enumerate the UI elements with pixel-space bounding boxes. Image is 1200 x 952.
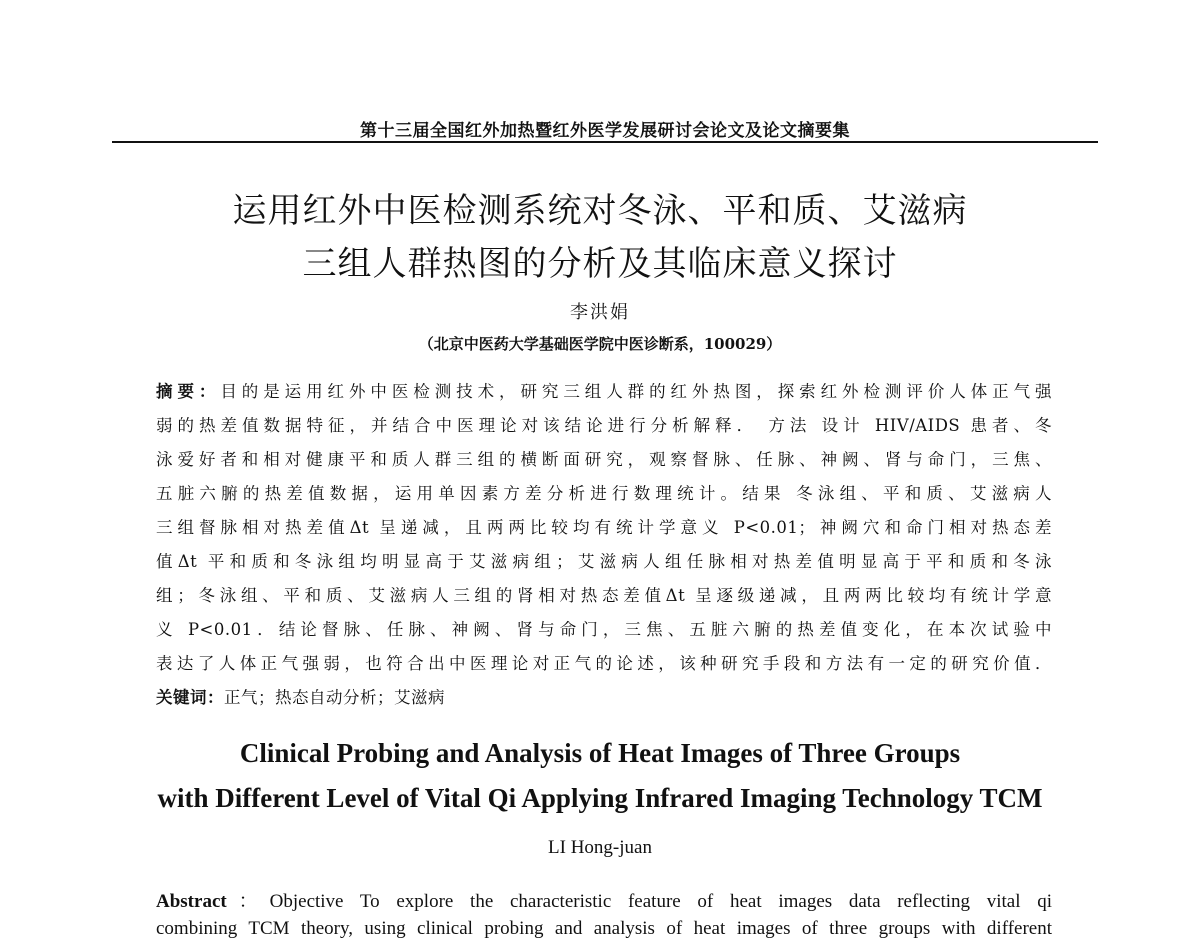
abstract-cn-line: 表达了人体正气强弱，也符合出中医理论对正气的论述，该种研究手段和方法有一定的研究价值．: [156, 654, 1052, 673]
abstract-en-line: combining TCM theory, using clinical probing and analysis of heat images of three groups with different: [156, 918, 1052, 939]
keywords-cn-label: 关键词：: [156, 688, 224, 707]
title-cn-line-2: 三组人群热图的分析及其临床意义探讨: [302, 244, 898, 284]
abstract-cn-line: 五脏六腑的热差值数据，运用单因素方差分析进行数理统计。结果 冬泳组、平和质、艾滋病人: [156, 484, 1052, 503]
affiliation-cn: （北京中医药大学基础医学院中医诊断系，100029）: [418, 335, 782, 353]
abstract-cn-line: 组；冬泳组、平和质、艾滋病人三组的肾相对热态差值Δt 呈逐级递减，且两两比较均有统计学意: [156, 586, 1052, 605]
running-header: 第十三届全国红外加热暨红外医学发展研讨会论文及论文摘要集: [360, 121, 850, 141]
abstract-cn-text: 目的是运用红外中医检测技术，研究三组人群的红外热图，探索红外检测评价人体正气强: [220, 382, 1053, 401]
title-en-line-2: with Different Level of Vital Qi Applying Infrared Imaging Technology TCM: [157, 783, 1043, 813]
abstract-cn-line: 泳爱好者和相对健康平和质人群三组的横断面研究，观察督脉、任脉、神阙、肾与命门，三焦、: [156, 450, 1052, 469]
author-cn: 李洪娟: [570, 302, 630, 323]
title-en-line-1: Clinical Probing and Analysis of Heat Images of Three Groups: [239, 738, 961, 768]
abstract-cn-line: 弱的热差值数据特征，并结合中医理论对该结论进行分析解释． 方法 设计 HIV/AIDS 患者、冬: [156, 416, 1052, 435]
abstract-en-line: [156, 886, 1052, 913]
abstract-cn-line: [156, 378, 1052, 402]
abstract-en-text: ：Objective To explore the characteristic feature of heat images data reflecting vital qi: [226, 891, 1052, 912]
keywords-cn-text: 正气；热态自动分析；艾滋病: [224, 688, 445, 707]
abstract-cn-line: 义 P<0.01．结论督脉、任脉、神阙、肾与命门，三焦、五脏六腑的热差值变化，在本次试验中: [156, 620, 1052, 639]
abstract-cn-line: 三组督脉相对热差值Δt 呈递减，且两两比较均有统计学意义 P<0.01；神阙穴和命门相对热态差: [156, 518, 1052, 537]
abstract-en-label: Abstract: [156, 891, 227, 912]
title-cn-line-1: 运用红外中医检测系统对冬泳、平和质、艾滋病: [232, 191, 968, 231]
abstract-cn-label: 摘要：: [156, 382, 221, 401]
header-rule: [112, 141, 1098, 143]
keywords-cn: [156, 684, 1052, 708]
author-en: LI Hong-juan: [548, 837, 652, 858]
abstract-cn-line: 值Δt 平和质和冬泳组均明显高于艾滋病组；艾滋病人组任脉相对热差值明显高于平和质和冬泳: [156, 552, 1052, 571]
